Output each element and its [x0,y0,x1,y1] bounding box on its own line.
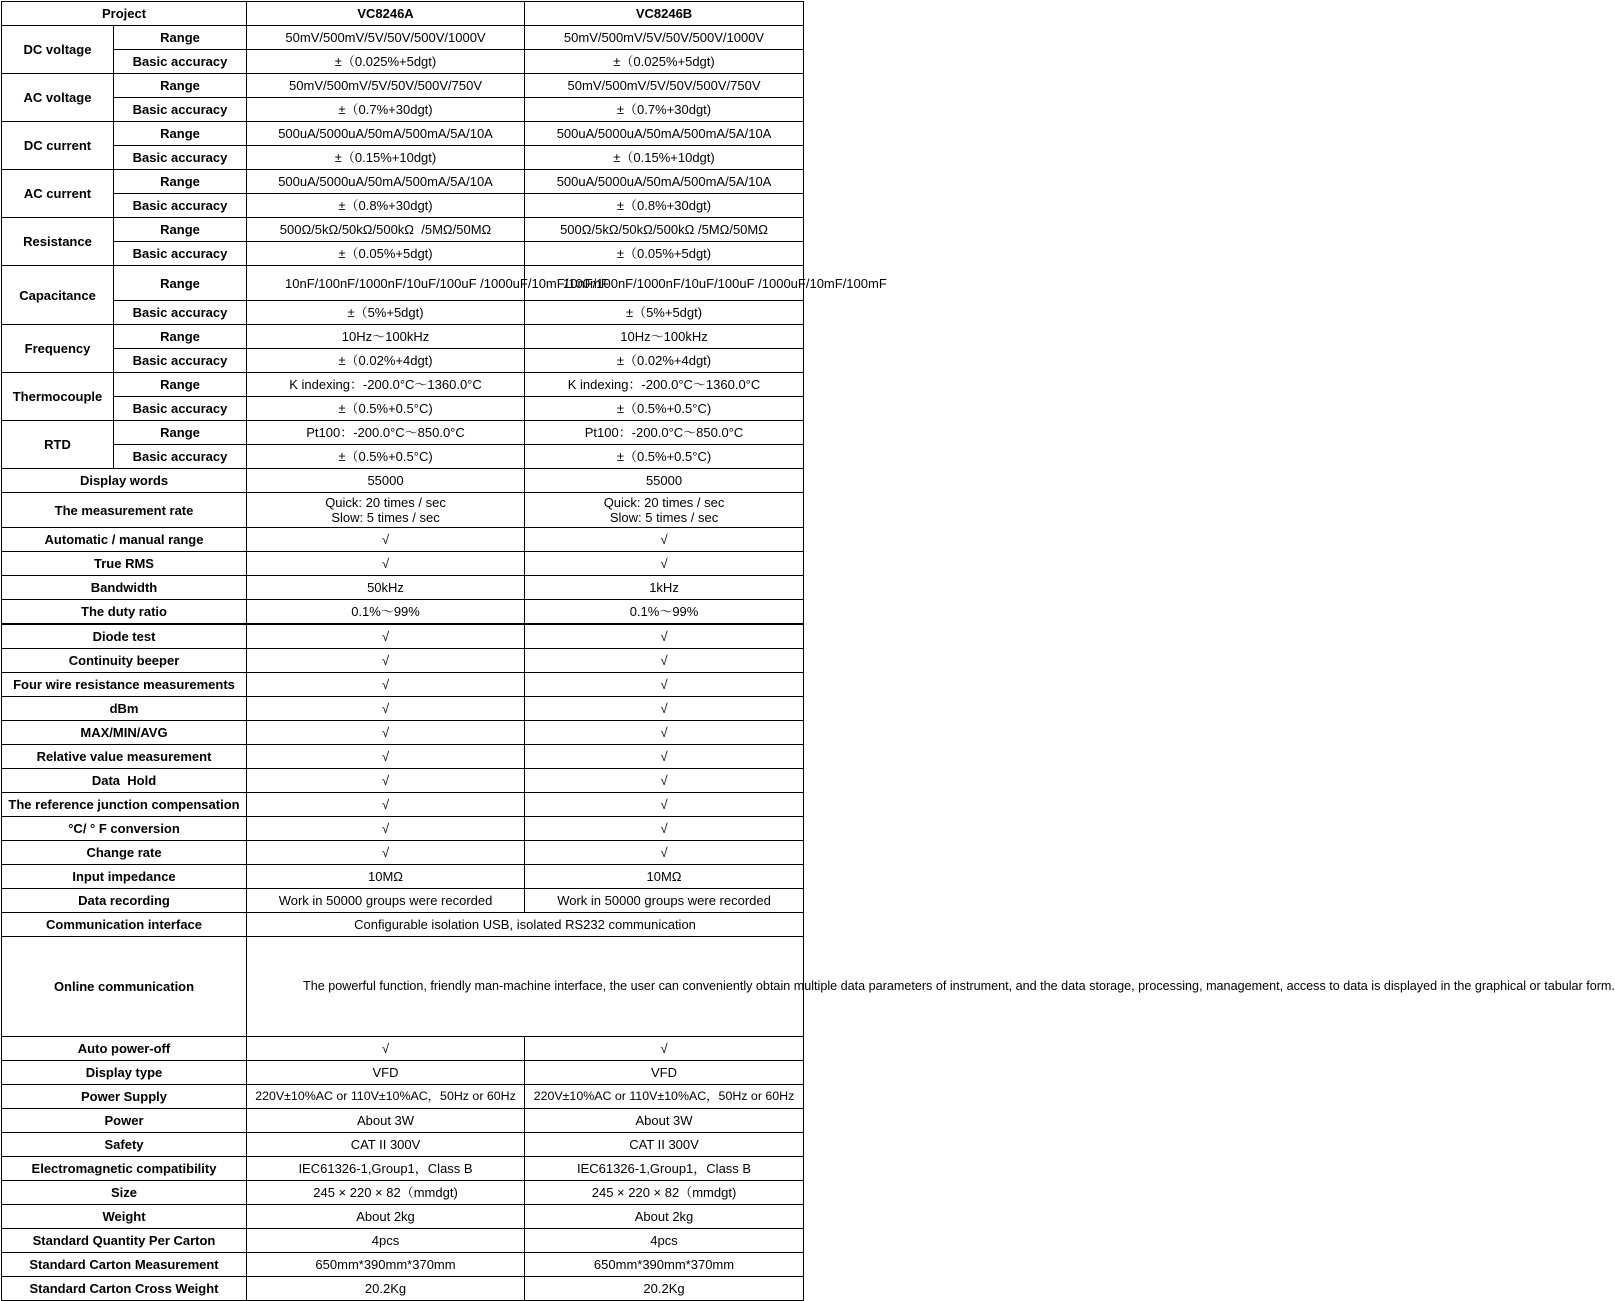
table-row [2,445,804,469]
table-row [2,889,804,913]
cell-a: ±（0.5%+0.5°C) [247,397,525,421]
range-label: Range [114,122,247,146]
table-row [2,1277,804,1301]
cell-b: About 2kg [525,1205,804,1229]
row-label: True RMS [2,552,247,576]
row-label: dBm [2,697,247,721]
row-label: Communication interface [2,913,247,937]
row-label: Safety [2,1133,247,1157]
cell-b: VFD [525,1061,804,1085]
row-label: The measurement rate [2,493,247,528]
check-mark: √ [525,552,804,576]
table-row [2,721,804,745]
table-row [2,74,804,98]
table-row [2,397,804,421]
range-label: Range [114,170,247,194]
cell-a: CAT II 300V [247,1133,525,1157]
table-row [2,841,804,865]
table-row [2,817,804,841]
cell-a: ±（0.5%+0.5°C) [247,445,525,469]
cell-a: IEC61326-1,Group1，Class B [247,1157,525,1181]
row-label: Continuity beeper [2,649,247,673]
accuracy-label: Basic accuracy [114,50,247,74]
table-row [2,349,804,373]
row-label: Bandwidth [2,576,247,600]
row-label: Automatic / manual range [2,528,247,552]
row-label: Standard Carton Cross Weight [2,1277,247,1301]
row-label: Diode test [2,624,247,649]
rate-quick: Quick: 20 times / sec [325,495,446,510]
table-row [2,26,804,50]
table-row [2,1181,804,1205]
cell-b: ±（0.5%+0.5°C) [525,397,804,421]
cell-b: 50mV/500mV/5V/50V/500V/1000V [525,26,804,50]
check-mark: √ [525,624,804,649]
cell-b: ±（0.8%+30dgt) [525,194,804,218]
table-row [2,769,804,793]
cell-a: 50mV/500mV/5V/50V/500V/1000V [247,26,525,50]
cell-b: K indexing：-200.0°C～1360.0°C [525,373,804,397]
cell-b: ±（0.7%+30dgt) [525,98,804,122]
row-label: MAX/MIN/AVG [2,721,247,745]
check-mark: √ [525,1037,804,1061]
group-label: AC current [2,170,114,218]
cell-b: ±（0.02%+4dgt) [525,349,804,373]
cell-a: 500Ω/5kΩ/50kΩ/500kΩ /5MΩ/50MΩ [247,218,525,242]
table-row [2,1133,804,1157]
cell-a: 220V±10%AC or 110V±10%AC，50Hz or 60Hz [247,1085,525,1109]
cell-b: ±（5%+5dgt) [525,301,804,325]
accuracy-label: Basic accuracy [114,445,247,469]
project-header: Project [2,2,247,26]
check-mark: √ [247,817,525,841]
accuracy-label: Basic accuracy [114,349,247,373]
cell-a: 245 × 220 × 82（mmdgt) [247,1181,525,1205]
cell-b: ±（0.05%+5dgt) [525,242,804,266]
check-mark: √ [247,673,525,697]
table-row [2,122,804,146]
cell-a: About 3W [247,1109,525,1133]
row-label: Data recording [2,889,247,913]
cell-merged: Configurable isolation USB, isolated RS232 communication [247,913,804,937]
table-row [2,301,804,325]
table-row [2,600,804,625]
check-mark: √ [247,697,525,721]
check-mark: √ [247,769,525,793]
row-label: Input impedance [2,865,247,889]
cell-b: 220V±10%AC or 110V±10%AC，50Hz or 60Hz [525,1085,804,1109]
check-mark: √ [525,841,804,865]
row-label: Standard Carton Measurement [2,1253,247,1277]
group-label: Capacitance [2,266,114,325]
table-row [2,1109,804,1133]
cell-b: 4pcs [525,1229,804,1253]
cell-a: 4pcs [247,1229,525,1253]
cell-a: K indexing：-200.0°C～1360.0°C [247,373,525,397]
row-label: Auto power-off [2,1037,247,1061]
range-label: Range [114,26,247,50]
range-label: Range [114,218,247,242]
model-b-header: VC8246B [525,2,804,26]
table-row [2,937,804,1037]
check-mark: √ [247,528,525,552]
check-mark: √ [525,673,804,697]
cell-a: VFD [247,1061,525,1085]
cell-a: 0.1%～99% [247,600,525,625]
cell-b: 500Ω/5kΩ/50kΩ/500kΩ /5MΩ/50MΩ [525,218,804,242]
rate-slow: Slow: 5 times / sec [331,510,440,525]
cell-a [247,493,525,528]
cell-b: ±（0.025%+5dgt) [525,50,804,74]
table-row [2,146,804,170]
cell-b: 10MΩ [525,865,804,889]
cell-b: ±（0.5%+0.5°C) [525,445,804,469]
table-row [2,649,804,673]
table-row [2,242,804,266]
table-row [2,373,804,397]
table-row [2,469,804,493]
cell-b: IEC61326-1,Group1，Class B [525,1157,804,1181]
cell-b: 1kHz [525,576,804,600]
check-mark: √ [247,721,525,745]
table-row [2,218,804,242]
cell-a: 500uA/5000uA/50mA/500mA/5A/10A [247,170,525,194]
row-label: Four wire resistance measurements [2,673,247,697]
cell-b: Pt100：-200.0°C～850.0°C [525,421,804,445]
table-row [2,1229,804,1253]
check-mark: √ [525,769,804,793]
cell-a: 10Hz～100kHz [247,325,525,349]
model-a-header: VC8246A [247,2,525,26]
cell-b: 650mm*390mm*370mm [525,1253,804,1277]
accuracy-label: Basic accuracy [114,242,247,266]
cell-b: ±（0.15%+10dgt) [525,146,804,170]
range-label: Range [114,373,247,397]
row-label: Display words [2,469,247,493]
row-label: Change rate [2,841,247,865]
cell-b: CAT II 300V [525,1133,804,1157]
cell-b: 10nF/100nF/1000nF/10uF/100uF /1000uF/10mF/100mF [525,266,804,301]
cell-b: 55000 [525,469,804,493]
cell-b: 245 × 220 × 82（mmdgt) [525,1181,804,1205]
spec-table [1,1,1615,1301]
cell-a: ±（5%+5dgt) [247,301,525,325]
check-mark: √ [247,624,525,649]
row-label: Size [2,1181,247,1205]
cell-a: ±（0.05%+5dgt) [247,242,525,266]
cell-a: About 2kg [247,1205,525,1229]
check-mark: √ [525,721,804,745]
cell-a: 55000 [247,469,525,493]
cell-a: ±（0.8%+30dgt) [247,194,525,218]
table-row [2,528,804,552]
table-row [2,1157,804,1181]
row-label: The reference junction compensation [2,793,247,817]
table-row [2,493,804,528]
cell-b: 50mV/500mV/5V/50V/500V/750V [525,74,804,98]
cell-a: 50kHz [247,576,525,600]
cell-a: ±（0.02%+4dgt) [247,349,525,373]
check-mark: √ [247,649,525,673]
table-row [2,673,804,697]
cell-a: Pt100：-200.0°C～850.0°C [247,421,525,445]
table-row [2,50,804,74]
group-label: RTD [2,421,114,469]
table-row [2,745,804,769]
accuracy-label: Basic accuracy [114,301,247,325]
table-row [2,194,804,218]
accuracy-label: Basic accuracy [114,397,247,421]
check-mark: √ [247,841,525,865]
row-label: The duty ratio [2,600,247,625]
check-mark: √ [525,745,804,769]
table-row [2,266,804,301]
group-label: DC current [2,122,114,170]
table-row [2,913,804,937]
row-label: °C/ ° F conversion [2,817,247,841]
row-label: Display type [2,1061,247,1085]
table-row [2,697,804,721]
accuracy-label: Basic accuracy [114,98,247,122]
cell-b: About 3W [525,1109,804,1133]
group-label: AC voltage [2,74,114,122]
cell-a: ±（0.025%+5dgt) [247,50,525,74]
range-label: Range [114,74,247,98]
header-row [2,2,804,26]
table-row [2,576,804,600]
cell-a: 20.2Kg [247,1277,525,1301]
cell-b [525,493,804,528]
row-label: Standard Quantity Per Carton [2,1229,247,1253]
range-label: Range [114,421,247,445]
range-label: Range [114,266,247,301]
table-row [2,1205,804,1229]
online-text: The powerful function, friendly man-machine interface, the user can conveniently obtain multiple data parameters of instrument, and the data storage, processing, management, access to data is displayed in the graphical or tabular form. [303,979,1615,993]
row-label: Data Hold [2,769,247,793]
cell-a: 500uA/5000uA/50mA/500mA/5A/10A [247,122,525,146]
range-label: Range [114,325,247,349]
group-label: Frequency [2,325,114,373]
group-label: DC voltage [2,26,114,74]
online-description [247,937,1615,1037]
table-row [2,325,804,349]
table-row [2,98,804,122]
check-mark: √ [525,697,804,721]
cell-a: 50mV/500mV/5V/50V/500V/750V [247,74,525,98]
check-mark: √ [247,745,525,769]
table-row [2,865,804,889]
row-label: Power [2,1109,247,1133]
check-mark: √ [247,552,525,576]
cell-a: ±（0.7%+30dgt) [247,98,525,122]
cell-a: 10MΩ [247,865,525,889]
check-mark: √ [525,649,804,673]
table-row [2,1061,804,1085]
cell-b: 500uA/5000uA/50mA/500mA/5A/10A [525,122,804,146]
group-label: Thermocouple [2,373,114,421]
table-row [2,1253,804,1277]
row-label: Electromagnetic compatibility [2,1157,247,1181]
check-mark: √ [247,793,525,817]
table-row [2,421,804,445]
check-mark: √ [525,793,804,817]
table-row [2,552,804,576]
check-mark: √ [247,1037,525,1061]
cell-a: ±（0.15%+10dgt) [247,146,525,170]
table-row [2,1085,804,1109]
cell-b: 500uA/5000uA/50mA/500mA/5A/10A [525,170,804,194]
cell-a: 10nF/100nF/1000nF/10uF/100uF /1000uF/10mF/100mF [247,266,525,301]
row-label: Relative value measurement [2,745,247,769]
row-label: Weight [2,1205,247,1229]
cell-b: 10Hz～100kHz [525,325,804,349]
rate-quick: Quick: 20 times / sec [603,495,725,510]
accuracy-label: Basic accuracy [114,146,247,170]
table-row [2,1037,804,1061]
cell-b: Work in 50000 groups were recorded [525,889,804,913]
group-label: Resistance [2,218,114,266]
table-row [2,170,804,194]
table-row [2,793,804,817]
check-mark: √ [525,817,804,841]
cell-a: 650mm*390mm*370mm [247,1253,525,1277]
table-row [2,624,804,649]
cell-a: Work in 50000 groups were recorded [247,889,525,913]
row-label: Online communication [2,937,247,1037]
accuracy-label: Basic accuracy [114,194,247,218]
cell-b: 20.2Kg [525,1277,804,1301]
cell-b: 0.1%～99% [525,600,804,625]
row-label: Power Supply [2,1085,247,1109]
rate-slow: Slow: 5 times / sec [609,510,719,525]
check-mark: √ [525,528,804,552]
